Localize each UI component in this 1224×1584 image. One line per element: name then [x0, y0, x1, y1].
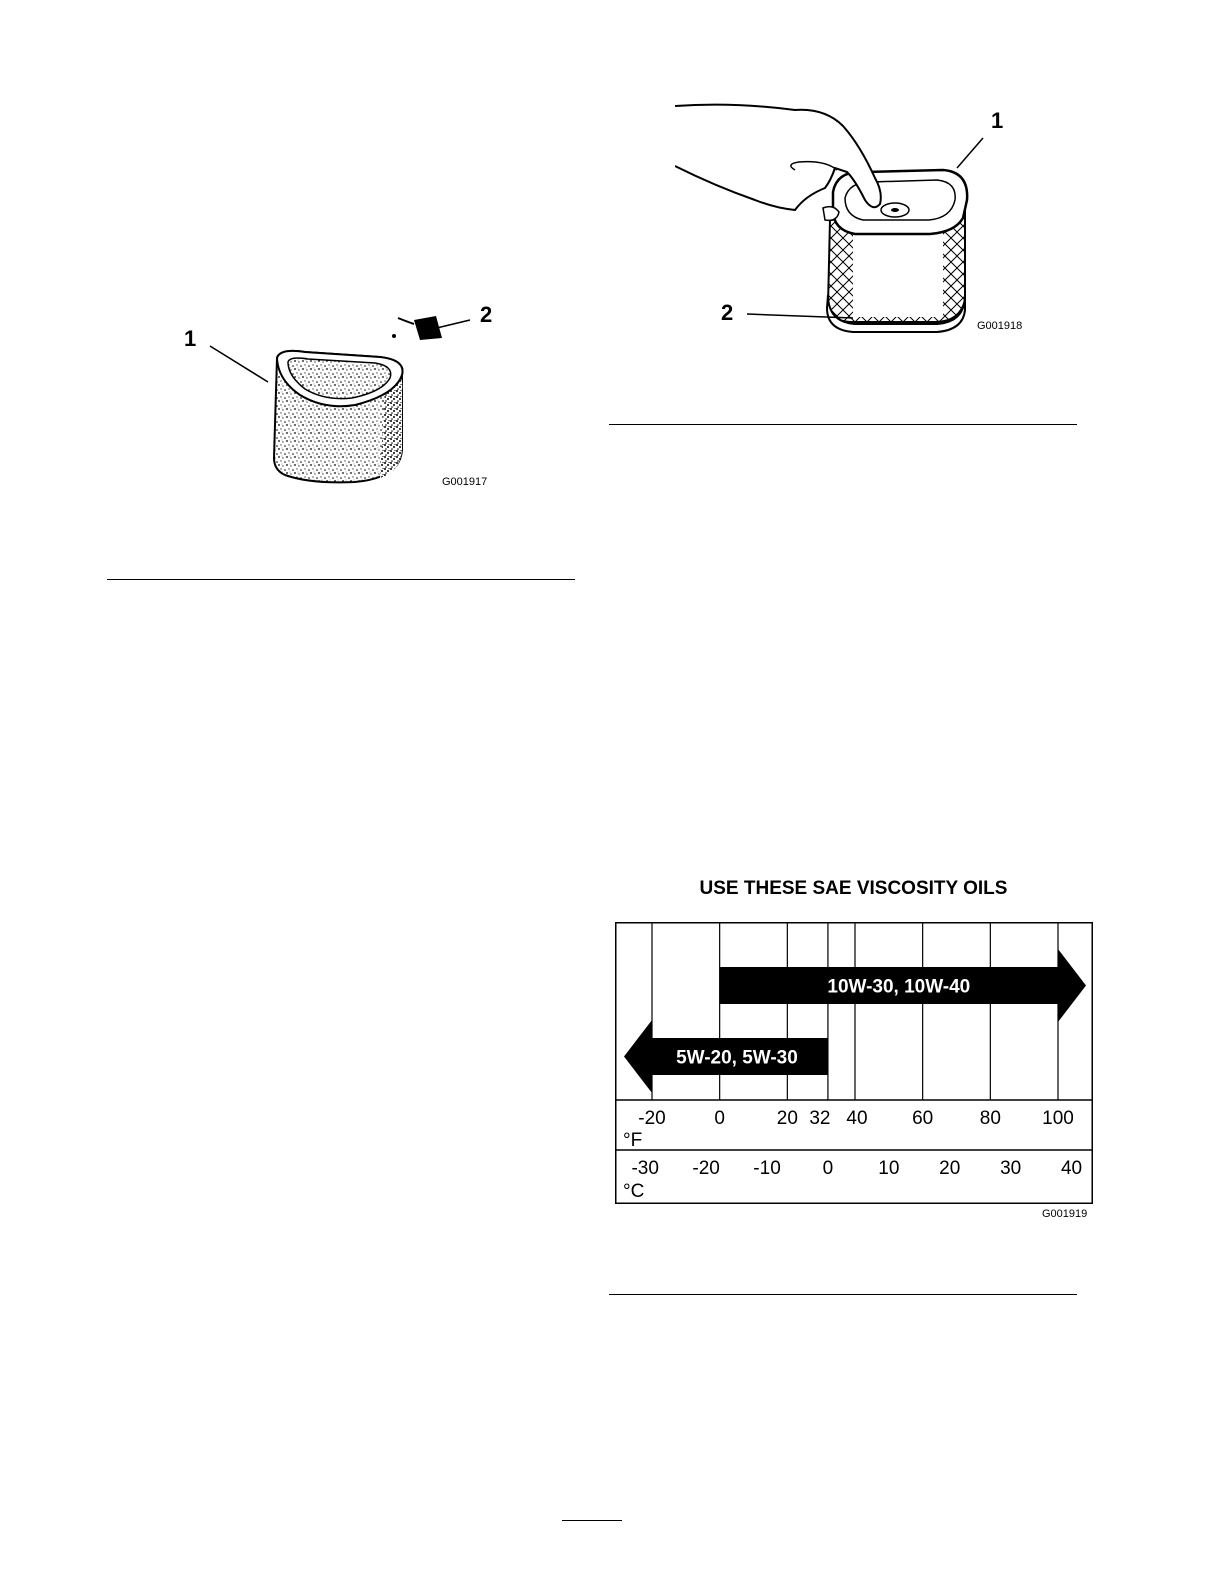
- oil-range-label-2: 5W-20, 5W-30: [676, 1047, 798, 1069]
- c-tick-label: -20: [692, 1158, 720, 1179]
- c-tick-label: 40: [1060, 1158, 1083, 1179]
- f-tick-label: 20: [776, 1108, 798, 1129]
- c-tick-label: 10: [878, 1158, 900, 1179]
- foam-element-illustration: [180, 300, 500, 500]
- figure-foam-element: [180, 300, 500, 500]
- f-tick-label: 100: [1042, 1108, 1074, 1129]
- f-tick-label: 40: [846, 1108, 868, 1129]
- f-unit-label: °F: [623, 1130, 643, 1151]
- foam-figure-code: G001917: [442, 476, 488, 488]
- left-column-divider: [107, 579, 575, 580]
- oil-range-label-1: 10W-30, 10W-40: [827, 976, 971, 998]
- c-unit-label: °C: [623, 1181, 645, 1202]
- foam-callout-1: 1: [184, 326, 197, 351]
- c-tick-label: 20: [939, 1158, 961, 1179]
- oil-viscosity-chart: [615, 922, 1093, 1204]
- page-number-underline: [562, 1520, 622, 1521]
- oil-chart-svg: [615, 922, 1093, 1204]
- paper-callout-1: 1: [991, 108, 1004, 133]
- oil-chart-code: G001919: [1042, 1208, 1088, 1220]
- f-tick-label: 80: [979, 1108, 1001, 1129]
- foam-callout-2: 2: [480, 302, 493, 327]
- c-tick-label: -30: [631, 1158, 659, 1179]
- right-column-divider-top: [609, 424, 1077, 425]
- figure-paper-element: [675, 100, 1035, 340]
- paper-figure-code: G001918: [977, 320, 1023, 332]
- c-tick-label: 30: [1000, 1158, 1022, 1179]
- paper-callout-2: 2: [721, 300, 734, 325]
- oil-chart-title: USE THESE SAE VISCOSITY OILS: [699, 878, 1008, 899]
- right-column-divider-bottom: [609, 1294, 1077, 1295]
- c-tick-label: 0: [822, 1158, 834, 1179]
- f-tick-label: 60: [912, 1108, 934, 1129]
- f-tick-label: 32: [809, 1108, 831, 1129]
- c-tick-label: -10: [753, 1158, 781, 1179]
- f-tick-label: 0: [714, 1108, 725, 1129]
- f-tick-label: -20: [638, 1108, 666, 1129]
